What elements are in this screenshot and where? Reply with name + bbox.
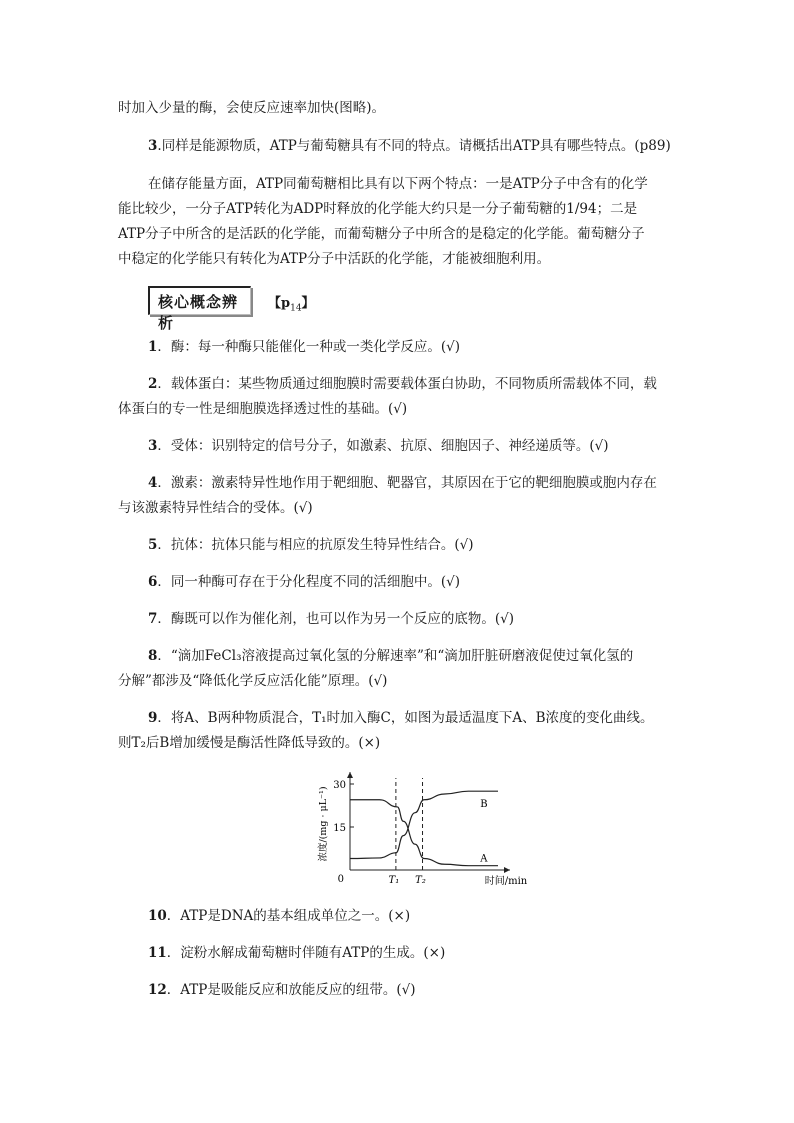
concentration-chart [312,770,528,890]
concept-item-1: 1．酶：每一种酶只能催化一种或一类化学反应。(√) [148,339,461,355]
question-number: 3 [148,138,158,154]
page-reference: 【$p_{14}$】 [268,296,315,314]
concept-item-2-cont: 体蛋白的专一性是细胞膜选择透过性的基础。(√) [118,401,408,417]
series-label-B: B [480,799,488,811]
y-axis-label: 浓度/(mg · μL⁻¹) [318,786,329,862]
concept-item-2: 2．载体蛋白：某些物质通过细胞膜时需要载体蛋白协助，不同物质所需载体不同，载 [148,376,657,392]
series-label-A: A [480,853,488,865]
y-tick-label: 0 [337,874,344,885]
series-line-A [350,800,498,866]
answer-line: 在储存能量方面，ATP同葡萄糖相比具有以下两个特点：一是ATP分子中含有的化学 [148,176,648,192]
question-text: .同样是能源物质，ATP与葡萄糖具有不同的特点。请概括出ATP具有哪些特点。(p89) [157,138,671,154]
concept-item-9-cont: 则T₂后B增加缓慢是酶活性降低导致的。(×) [118,735,381,751]
concept-item-4: 4．激素：激素特异性地作用于靶细胞、靶器官，其原因在于它的靶细胞膜或胞内存在 [148,475,657,491]
concept-item-10: 10．ATP是DNA的基本组成单位之一。(×) [148,908,411,924]
concept-item-6: 6．同一种酶可存在于分化程度不同的活细胞中。(√) [148,574,461,590]
concept-item-5: 5．抗体：抗体只能与相应的抗原发生特异性结合。(√) [148,537,474,553]
concept-item-12: 12．ATP是吸能反应和放能反应的纽带。(√) [148,982,416,998]
answer-line: 中稳定的化学能只有转化为ATP分子中活跃的化学能，才能被细胞利用。 [118,251,551,267]
intro-line: 时加入少量的酶，会使反应速率加快(图略)。 [118,100,386,116]
concept-item-8: 8．“滴加FeCl₃溶液提高过氧化氢的分解速率”和“滴加肝脏研磨液促使过氧化氢的 [148,648,634,664]
concept-item-7: 7．酶既可以作为催化剂，也可以作为另一个反应的底物。(√) [148,611,515,627]
x-axis-label: 时间/min [484,876,528,887]
concept-item-9: 9．将A、B两种物质混合，T₁时加入酶C，如图为最适温度下A、B浓度的变化曲线。 [148,710,654,726]
concept-item-3: 3．受体：识别特定的信号分子，如激素、抗原、细胞因子、神经递质等。(√) [148,438,609,454]
x-axis-arrow [504,867,510,873]
concept-item-8-cont: 分解”都涉及“降低化学反应活化能”原理。(√) [118,673,388,689]
series-line-B [350,791,498,858]
answer-line: ATP分子中所含的是活跃的化学能，而葡萄糖分子中所含的是稳定的化学能。葡萄糖分子 [118,226,645,242]
concept-item-4-cont: 与该激素特异性结合的受体。(√) [118,500,313,516]
answer-line: 能比较少，一分子ATP转化为ADP时释放的化学能大约只是一分子葡萄糖的1/94；二是 [118,201,638,217]
y-tick-label: 15 [333,823,346,834]
section-title: 核心概念辨析 [158,293,239,332]
y-axis-arrow [347,772,353,778]
concept-item-11: 11．淀粉水解成葡萄糖时伴随有ATP的生成。(×) [148,945,446,961]
section-header [148,286,251,332]
x-tick-label: T₁ [388,875,400,886]
question-3 [148,136,671,156]
y-tick-label: 30 [333,780,346,791]
x-tick-label: T₂ [415,875,426,886]
